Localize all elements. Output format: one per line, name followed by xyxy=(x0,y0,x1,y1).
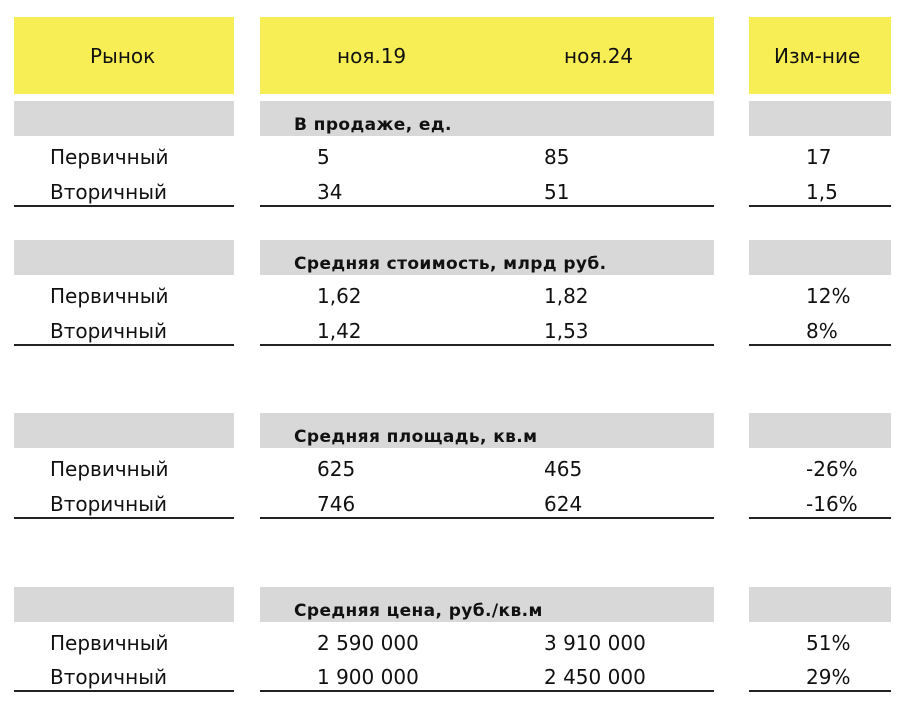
header-period-cell xyxy=(260,17,714,94)
row-value-col2: 465 xyxy=(544,457,583,481)
row-change: 1,5 xyxy=(806,180,838,204)
header-change-cell xyxy=(749,17,891,94)
row-change: 8% xyxy=(806,319,838,343)
section-band-right xyxy=(749,240,891,275)
divider xyxy=(260,344,714,346)
row-change: 12% xyxy=(806,284,851,308)
row-label: Вторичный xyxy=(50,492,167,516)
header-market-cell xyxy=(14,17,234,94)
divider xyxy=(14,205,234,207)
row-change: -16% xyxy=(806,492,858,516)
row-value-col2: 1,53 xyxy=(544,319,589,343)
section-band-right xyxy=(749,101,891,136)
row-value-col1: 1 900 000 xyxy=(317,665,419,689)
row-value-col1: 625 xyxy=(317,457,356,481)
section-band-left xyxy=(14,240,234,275)
row-label: Вторичный xyxy=(50,180,167,204)
row-change: -26% xyxy=(806,457,858,481)
header-col1-label: ноя.19 xyxy=(337,43,407,68)
row-value-col1: 1,62 xyxy=(317,284,362,308)
divider xyxy=(14,690,234,692)
row-value-col2: 51 xyxy=(544,180,570,204)
section-title: Средняя площадь, кв.м xyxy=(294,427,538,447)
row-value-col2: 85 xyxy=(544,145,570,169)
row-value-col1: 746 xyxy=(317,492,356,516)
row-label: Первичный xyxy=(50,284,169,308)
section-title: В продаже, ед. xyxy=(294,115,452,135)
row-value-col2: 1,82 xyxy=(544,284,589,308)
divider xyxy=(260,690,714,692)
row-label: Первичный xyxy=(50,631,169,655)
row-label: Вторичный xyxy=(50,319,167,343)
row-value-col1: 2 590 000 xyxy=(317,631,419,655)
divider xyxy=(14,517,234,519)
header-col2-label: ноя.24 xyxy=(564,43,634,68)
row-value-col1: 5 xyxy=(317,145,330,169)
section-band-right xyxy=(749,587,891,622)
row-change: 29% xyxy=(806,665,851,689)
divider xyxy=(260,517,714,519)
row-change: 17 xyxy=(806,145,832,169)
divider xyxy=(14,344,234,346)
divider xyxy=(260,205,714,207)
section-title: Средняя цена, руб./кв.м xyxy=(294,601,543,621)
row-value-col2: 624 xyxy=(544,492,583,516)
row-value-col1: 1,42 xyxy=(317,319,362,343)
row-value-col1: 34 xyxy=(317,180,343,204)
section-band-right xyxy=(749,413,891,448)
section-band-left xyxy=(14,413,234,448)
divider xyxy=(749,517,891,519)
section-title: Средняя стоимость, млрд руб. xyxy=(294,254,607,274)
divider xyxy=(749,344,891,346)
header-change-label: Изм-ние xyxy=(774,43,861,68)
section-band-left xyxy=(14,101,234,136)
header-market-label: Рынок xyxy=(90,43,156,68)
row-value-col2: 2 450 000 xyxy=(544,665,646,689)
divider xyxy=(749,690,891,692)
divider xyxy=(749,205,891,207)
section-band-left xyxy=(14,587,234,622)
row-label: Вторичный xyxy=(50,665,167,689)
row-change: 51% xyxy=(806,631,851,655)
row-value-col2: 3 910 000 xyxy=(544,631,646,655)
row-label: Первичный xyxy=(50,457,169,481)
row-label: Первичный xyxy=(50,145,169,169)
